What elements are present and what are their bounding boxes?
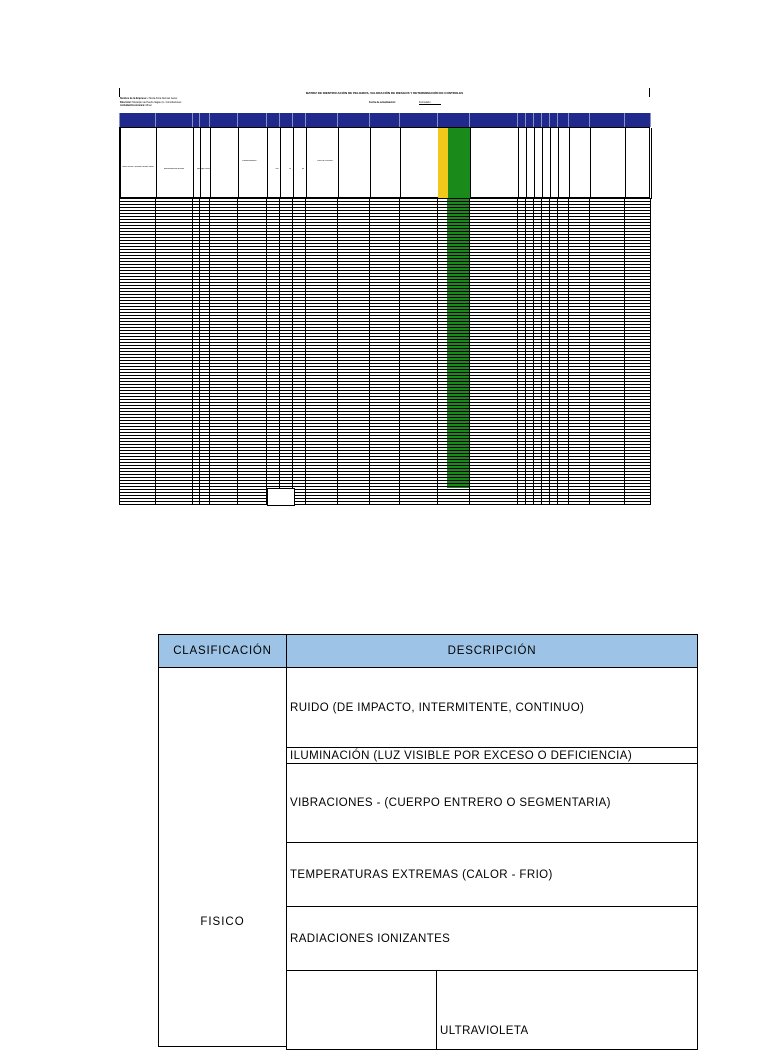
matrix-column-line [589, 198, 590, 505]
first-row-level-b: 10 [288, 168, 292, 170]
matrix-column-line [469, 198, 470, 505]
matrix-column-line [557, 198, 558, 505]
matrix-header-divider [517, 113, 518, 127]
matrix-column-line [338, 128, 339, 199]
first-row-control: Zona de Lecturas [317, 160, 333, 162]
matrix-column-line [119, 198, 120, 505]
matrix-header-divider [533, 113, 534, 127]
classification-group-fisico: FISICO [158, 667, 287, 1047]
risk-level-green [448, 128, 470, 199]
matrix-header-divider [525, 113, 526, 127]
first-row-process: Mano Firme Calzado Ricardo Neza [122, 166, 154, 168]
matrix-address: Dirección: Municipio de Puerto Itagüe (m. Constituciones [120, 100, 182, 104]
description-iluminacion: ILUMINACIÓN (LUZ VISIBLE POR EXCESO O DEFICIENCIA) [286, 747, 698, 764]
matrix-company: Nombre de la Empresa: c Moza Ariza Norman Gezer [120, 97, 178, 100]
matrix-header-divider [557, 113, 558, 127]
matrix-first-row [119, 127, 650, 198]
matrix-column-line [306, 128, 307, 199]
first-row-level-a: 100 [275, 168, 279, 170]
matrix-column-line [209, 198, 210, 505]
matrix-header-divider [369, 113, 370, 127]
matrix-column-line [292, 198, 293, 505]
matrix-column-line [437, 198, 438, 505]
first-row-effect: Politraumatismo [242, 160, 257, 162]
matrix-column-line [120, 128, 121, 199]
matrix-column-line [305, 198, 306, 505]
matrix-column-line [525, 198, 526, 505]
matrix-column-line [279, 198, 280, 505]
matrix-column-line [155, 198, 156, 505]
matrix-column-line [651, 128, 652, 199]
matrix-column-line [624, 198, 625, 505]
matrix-header-divider [399, 113, 400, 127]
matrix-column-line [549, 198, 550, 505]
matrix-column-line [266, 198, 267, 505]
matrix-column-line [199, 198, 200, 505]
matrix-column-line [550, 128, 551, 199]
matrix-column-line [293, 128, 294, 199]
matrix-column-line [558, 128, 559, 199]
matrix-column-line [192, 198, 193, 505]
matrix-column-line [534, 128, 535, 199]
matrix-header-divider [119, 113, 120, 127]
matrix-column-line [470, 128, 471, 199]
matrix-body-rows [119, 198, 650, 505]
matrix-column-line [399, 198, 400, 505]
description-vibraciones: VIBRACIONES - (CUERPO ENTRERO O SEGMENTARIA) [286, 763, 698, 843]
classification-table [158, 634, 698, 1037]
matrix-column-line [267, 128, 268, 199]
matrix-column-line [369, 198, 370, 505]
matrix-column-line [280, 128, 281, 199]
matrix-column-line [238, 128, 239, 199]
matrix-column-line [541, 198, 542, 505]
matrix-header-divider [292, 113, 293, 127]
description-temperaturas: TEMPERATURAS EXTREMAS (CALOR - FRIO) [286, 842, 698, 907]
matrix-header-divider [237, 113, 238, 127]
matrix-header-divider [279, 113, 280, 127]
description-non-ionizing-group [286, 970, 437, 1050]
hazard-matrix-thumbnail [119, 88, 650, 506]
matrix-header-divider [650, 113, 651, 127]
matrix-header-divider [337, 113, 338, 127]
matrix-header-divider [469, 113, 470, 127]
matrix-header-divider [305, 113, 306, 127]
matrix-activity: Actividad Económica: Minar [120, 104, 152, 107]
description-radiaciones-ionizantes: RADIACIONES IONIZANTES [286, 906, 698, 971]
description-ruido: RUIDO (DE IMPACTO, INTERMITENTE, CONTINUO) [286, 667, 698, 748]
matrix-column-line [193, 128, 194, 199]
matrix-column-line [518, 128, 519, 199]
matrix-header-divider [209, 113, 210, 127]
matrix-column-line [542, 128, 543, 199]
matrix-column-line [156, 128, 157, 199]
matrix-column-line [237, 198, 238, 505]
matrix-column-line [568, 198, 569, 505]
header-classification: CLASIFICACIÓN [158, 634, 287, 668]
header-description: DESCRIPCIÓN [286, 634, 698, 668]
matrix-header-divider [624, 113, 625, 127]
matrix-column-line [625, 128, 626, 199]
matrix-column-line [590, 128, 591, 199]
description-ultravioleta: ULTRAVIOLETA [436, 970, 698, 1050]
matrix-header-divider [589, 113, 590, 127]
matrix-header-divider [155, 113, 156, 127]
matrix-header-divider [549, 113, 550, 127]
matrix-update-value: Formulario [419, 101, 441, 105]
matrix-column-line [200, 128, 201, 199]
matrix-header-divider [541, 113, 542, 127]
matrix-column-line [517, 198, 518, 505]
matrix-title: MATRIZ DE IDENTIFICACIÓN DE PELIGROS, VALORACIÓN DE RIESGOS Y DETERMINACIÓN DE CONTROLES [305, 91, 464, 95]
first-row-level-c: 60 [301, 168, 305, 170]
matrix-header-band [119, 113, 650, 127]
matrix-header-divider [266, 113, 267, 127]
first-row-hazard: Mecagil Rilsso [197, 168, 210, 170]
matrix-header-divider [199, 113, 200, 127]
matrix-column-line [370, 128, 371, 199]
matrix-header-divider [192, 113, 193, 127]
matrix-column-line [210, 128, 211, 199]
risk-level-yellow [438, 128, 448, 199]
matrix-column-line [526, 128, 527, 199]
matrix-column-line [533, 198, 534, 505]
matrix-header-divider [568, 113, 569, 127]
matrix-blank-block [267, 488, 295, 506]
matrix-column-line [337, 198, 338, 505]
matrix-column-line [650, 198, 651, 505]
first-row-activity: Mantenimiento Manual [163, 168, 185, 170]
matrix-header-divider [437, 113, 438, 127]
matrix-update-label: Fecha de actualización: [369, 101, 396, 104]
matrix-column-line [400, 128, 401, 199]
matrix-column-line [569, 128, 570, 199]
